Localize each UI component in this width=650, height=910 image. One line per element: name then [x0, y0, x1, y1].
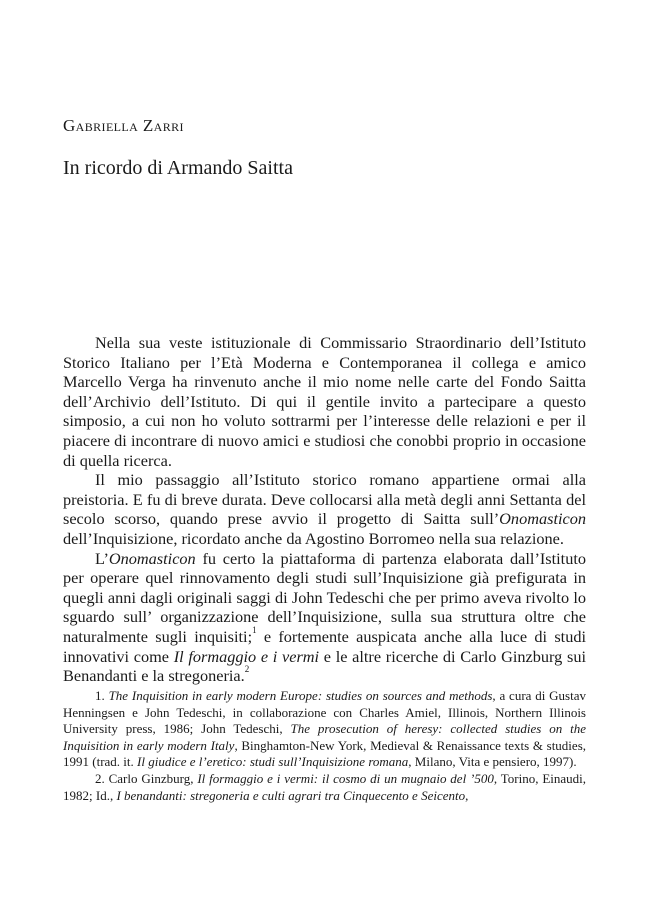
footnote-2-title-2: I benandanti: stregoneria e culti agrari tra Cinquecento e Seicento — [116, 787, 466, 803]
author-name: Gabriella Zarri — [63, 116, 184, 135]
footnote-2-number: 2. — [95, 770, 109, 786]
footnote-2-text-a: Carlo Ginzburg, — [108, 770, 198, 786]
footnote-2-text-c: , Torino, Einaudi, 1982; Id., — [63, 770, 587, 803]
footnote-1-title: The Inquisition in early modern Europe: studies on sources and methods — [108, 688, 493, 703]
book-title-italic: Il formaggio e i vermi — [173, 646, 320, 666]
article-title: In ricordo di Armando Saitta — [63, 157, 293, 179]
paragraph-3-text-f: e le altre ricerche di Carlo Ginzburg sui Benandanti e la stregoneria. — [63, 646, 587, 686]
paragraph-2-text-c: dell’Inquisizione, ricordato anche da Agostino Borromeo nella sua relazione. — [63, 528, 564, 548]
paragraph-1: Nella sua veste istituzionale di Commissario Straordinario dell’Istituto Storico Italiano per l’Età Moderna e Contemporanea il collega e amico Marcello Verga ha rinvenuto anche il mio nome nelle carte del Fondo Saitta dell’Archivio dell’Istituto. Di qui il gentile invito a partecipare a questo simposio, a cui non ho voluto sottrarmi per l’interesse delle relazioni e per il piacere di incontrare di nuovo amici e studiosi che conobbi proprio in occasione di quella ricerca. — [63, 333, 586, 470]
paragraph-3-text-a: L’ — [95, 548, 109, 568]
footnote-2-title: Il formaggio e i vermi: il cosmo di un mugnaio del ’500 — [197, 770, 494, 786]
onomasticon-italic: Onomasticon — [499, 509, 586, 529]
footnote-1-title-2: The prosecution of heresy: collected studies on the Inquisition in early modern Italy — [63, 721, 586, 753]
footnotes — [63, 688, 586, 804]
footnote-1-text-b: , a cura di Gustav Henningsen e John Tedeschi, in collaborazione con Charles Amiel, Illinois, Northern Illinois University press, 1986; John Tedeschi, — [63, 688, 586, 737]
paragraph-3-text-d: e fortemente auspicata anche alla luce di studi innovativi come — [63, 626, 586, 666]
footnote-2 — [63, 771, 586, 804]
footnote-1-number: 1. — [95, 688, 109, 703]
footnote-1-text-d: , Binghamton-New York, Medieval & Renaissance texts & studies, 1991 (trad. it. — [63, 737, 586, 770]
paragraph-3-text-c: fu certo la piattaforma di partenza elaborata dall’Istituto per operare quel rinnovamento degli studi sull’Inquisizione già prefigurata in quegli anni dagli originali saggi di John Tedeschi che per primo aveva rivolto lo sguardo sull’ organizzazione dell’Inquisizione, sulla sua struttura oltre che naturalmente sugli inquisiti; — [63, 548, 586, 646]
footnote-1-title-3: Il giudice e l’eretico: studi sull’Inquisizione romana — [137, 754, 409, 770]
footnote-ref-2[interactable]: 2 — [244, 664, 250, 675]
footnote-1-text-f: , Milano, Vita e pensiero, 1997). — [408, 754, 577, 770]
paragraph-2-text-a: Il mio passaggio all’Istituto storico romano appartiene ormai alla preistoria. E fu di breve durata. Deve collocarsi alla metà degli anni Settanta del secolo scorso, quando prese avvio il progetto di Saitta sull’ — [63, 470, 586, 529]
onomasticon-italic: Onomasticon — [108, 548, 196, 568]
footnote-2-text-e: , — [465, 787, 469, 803]
body-text — [63, 333, 586, 686]
footnote-ref-1[interactable]: 1 — [252, 624, 257, 635]
paragraph-3 — [63, 549, 586, 686]
footnote-1 — [63, 688, 586, 771]
paragraph-2 — [63, 470, 586, 548]
